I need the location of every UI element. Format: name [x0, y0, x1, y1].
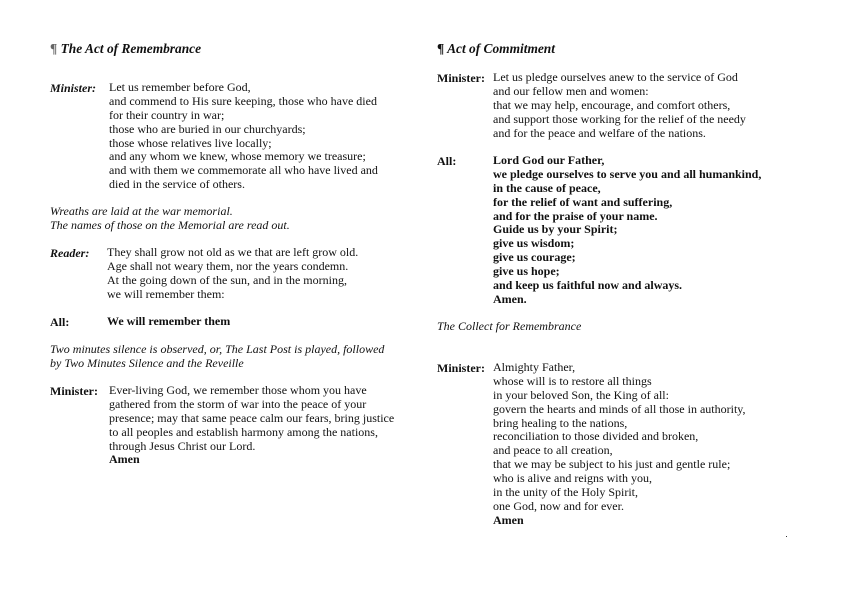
speaker-label: Minister:	[437, 71, 485, 85]
prayer-text	[493, 361, 746, 528]
rubric-line: The names of those on the Memorial are read out.	[50, 217, 290, 232]
text-line: Ever-living God, we remember those whom you have	[109, 383, 367, 397]
text-line: give us wisdom;	[493, 236, 575, 251]
text-line: Amen.	[493, 291, 527, 306]
text-line: Age shall not weary them, nor the years condemn.	[107, 258, 349, 273]
speaker-label: All:	[437, 154, 457, 168]
text-line: and our fellow men and women:	[493, 83, 649, 98]
text-line: Guide us by your Spirit;	[493, 222, 618, 237]
text-line: who is alive and reigns with you,	[493, 471, 652, 486]
text-line: that we may help, encourage, and comfort others,	[493, 97, 731, 112]
text-line: give us hope;	[493, 264, 560, 279]
text-line: died in the service of others.	[109, 177, 245, 192]
text-line: and keep us faithful now and always.	[493, 278, 683, 293]
reading-text	[107, 246, 358, 302]
rubric-line: Two minutes silence is observed, or, The Last Post is played, followed	[50, 342, 385, 356]
text-line: and for the praise of your name.	[493, 208, 658, 223]
section-heading-remembrance	[50, 41, 201, 57]
text-line: bring healing to the nations,	[493, 415, 628, 430]
text-line: that we may be subject to his just and gentle rule;	[493, 457, 731, 472]
response-text	[493, 154, 761, 307]
text-line: we pledge ourselves to serve you and all humankind,	[493, 166, 762, 181]
rubric-silence	[50, 343, 384, 371]
prayer-text	[493, 71, 746, 140]
prayer-text	[109, 81, 378, 192]
rubric-line: by Two Minutes Silence and the Reveille	[50, 355, 244, 370]
text-line: Let us remember before God,	[109, 80, 251, 94]
pilcrow-icon: ¶	[437, 41, 445, 56]
text-line: whose will is to restore all things	[493, 373, 652, 388]
text-line: in the unity of the Holy Spirit,	[493, 485, 638, 500]
text-line: give us courage;	[493, 250, 576, 265]
text-line: We will remember them	[107, 314, 231, 328]
text-line: and support those working for the relief of the needy	[493, 111, 746, 126]
text-line: Almighty Father,	[493, 360, 576, 374]
text-line: Let us pledge ourselves anew to the service of God	[493, 70, 738, 84]
text-line: They shall grow not old as we that are left grow old.	[107, 245, 359, 259]
page-mark-dot	[786, 536, 787, 537]
text-line: and for the peace and welfare of the nations.	[493, 125, 706, 140]
text-line: gathered from the storm of war into the peace of your	[109, 396, 367, 411]
speaker-label: All:	[50, 315, 70, 329]
text-line: and any whom we knew, whose memory we treasure;	[109, 149, 366, 164]
text-line: to all peoples and establish harmony among the nations,	[109, 424, 378, 439]
rubric-line: Wreaths are laid at the war memorial.	[50, 204, 233, 218]
response-text	[107, 315, 230, 329]
pilcrow-icon: ¶	[50, 41, 58, 56]
rubric-line: The Collect for Remembrance	[437, 319, 582, 333]
collect-title	[437, 320, 581, 334]
text-line: govern the hearts and minds of all those in authority,	[493, 401, 746, 416]
text-line: in the cause of peace,	[493, 180, 601, 195]
text-line: in your beloved Son, the King of all:	[493, 387, 669, 402]
text-line: for their country in war;	[109, 107, 225, 122]
text-line: and commend to His sure keeping, those who have died	[109, 93, 377, 108]
text-line: through Jesus Christ our Lord.	[109, 438, 256, 453]
section-heading-commitment	[437, 41, 555, 57]
text-line: At the going down of the sun, and in the morning,	[107, 272, 347, 287]
amen: Amen	[109, 452, 140, 467]
speaker-label: Minister:	[437, 361, 485, 375]
text-line: those who are buried in our churchyards;	[109, 121, 306, 136]
text-line: those whose relatives live locally;	[109, 135, 272, 150]
speaker-label: Reader:	[50, 246, 90, 260]
text-line: for the relief of want and suffering,	[493, 194, 673, 209]
rubric-wreaths	[50, 205, 290, 233]
section-title: The Act of Remembrance	[60, 41, 202, 56]
text-line: Lord God our Father,	[493, 153, 605, 167]
amen: Amen	[493, 512, 524, 527]
text-line: and with them we commemorate all who have lived and	[109, 163, 378, 178]
section-title: Act of Commitment	[447, 41, 555, 56]
text-line: one God, now and for ever.	[493, 498, 624, 513]
speaker-label: Minister:	[50, 384, 98, 398]
text-line: reconciliation to those divided and broken,	[493, 429, 699, 444]
text-line: we will remember them:	[107, 286, 225, 301]
text-line: and peace to all creation,	[493, 443, 613, 458]
speaker-label: Minister:	[50, 81, 97, 95]
text-line: presence; may that same peace calm our fears, bring justice	[109, 410, 395, 425]
prayer-text	[109, 384, 394, 467]
